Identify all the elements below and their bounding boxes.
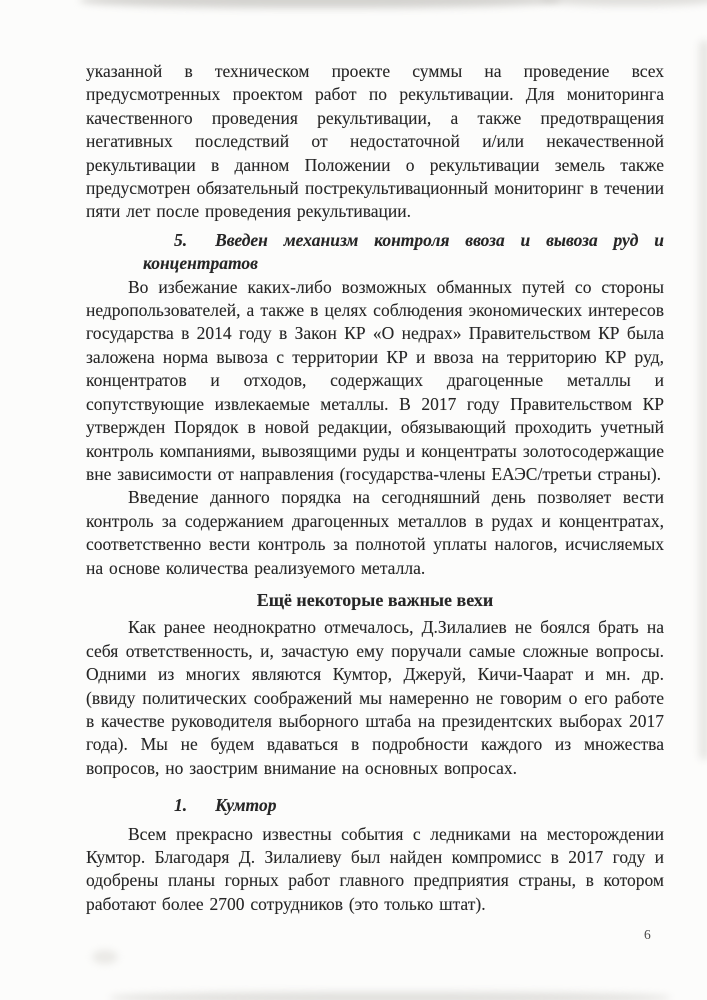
- section-5-heading: [86, 229, 664, 276]
- scan-smudge-bottom-edge: [110, 992, 670, 1000]
- scan-smudge-bottom-left: [92, 950, 118, 964]
- kumtor-number: 1.: [174, 795, 188, 816]
- milestones-heading: Ещё некоторые важные вехи: [256, 589, 494, 610]
- kumtor-title: Кумтор: [215, 795, 277, 816]
- section-5-title: Введен механизм контроля ввоза и вывоза руд и концентратов: [143, 229, 664, 274]
- paragraph-export-control-1: Во избежание каких-либо возможных обманных путей со стороны недропользователей, а также в целях соблюдения экономических интересов государства в 2014 году в Закон КР «О недрах» Правительством КР была заложена норма вывоза с территории КР и ввоза на территорию КР руд, концентратов и отходов, содержащих драгоценные металлы и сопутствующие извлекаемые металлы. В 2017 году Правительством КР утвержден Порядок в новой редакции, обязывающий проходить учетный контроль компаниями, вывозящими руды и концентраты золотосодержащие вне зависимости от направления (государства-члены ЕАЭС/третьи страны).: [86, 276, 664, 484]
- scan-smudge-top-right: [540, 0, 707, 6]
- kumtor-heading: [86, 794, 664, 817]
- scan-smudge-right-edge: [699, 40, 707, 760]
- section-5-number: 5.: [174, 229, 188, 250]
- scan-smudge-top-left: [80, 0, 560, 8]
- page-number: 6: [644, 927, 651, 942]
- document-body: [86, 60, 664, 916]
- paragraph-export-control-2: Введение данного порядка на сегодняшний день позволяет вести контроль за содержанием драгоценных металлов в рудах и концентратах, соответственно вести контроль за полнотой уплаты налогов, исчисляемых на основе количества реализуемого металла.: [86, 487, 664, 578]
- paragraph-recultivation-continuation: указанной в техническом проекте суммы на проведение всех предусмотренных проектом работ по рекультивации. Для мониторинга качественного проведения рекультивации, а также предотвращения негативных последствий от недостаточной и/или некачественной рекультивации в данном Положении о рекультивации земель также предусмотрен обязательный пострекультивационный мониторинг в течении пяти лет после проведения рекультивации.: [86, 61, 664, 222]
- paragraph-kumtor: Всем прекрасно известны события с ледниками на месторождении Кумтор. Благодаря Д. Зилалиеву был найден компромисс в 2017 году и одобрены планы горных работ главного предприятия страны, в котором работают более 2700 сотрудников (это только штат).: [86, 823, 664, 914]
- paragraph-zilaliev-milestones: Как ранее неоднократно отмечалось, Д.Зилалиев не боялся брать на себя ответственность, и, зачастую ему поручали самые сложные вопросы. Одними из многих являются Кумтор, Джеруй, Кичи-Чаарат и мн. др. (ввиду политических соображений мы намеренно не говорим о его работе в качестве руководителя выборного штаба на президентских выборах 2017 года). Мы не будем вдаваться в подробности каждого из множества вопросов, но заострим внимание на основных вопросах.: [86, 617, 664, 778]
